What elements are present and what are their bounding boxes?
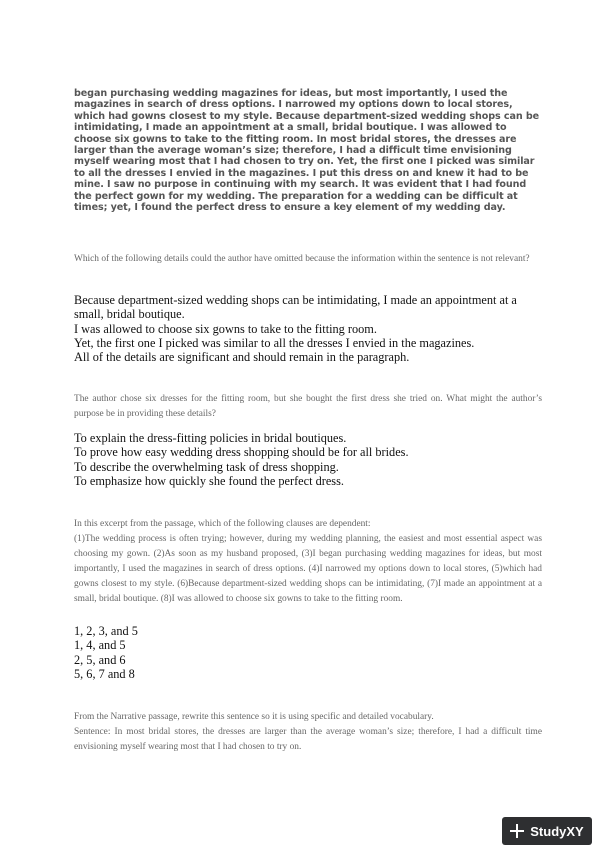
question-1-options (74, 293, 544, 364)
studyxy-logo (502, 817, 592, 845)
answer-option[interactable]: To prove how easy wedding dress shopping should be for all brides. (74, 445, 409, 460)
answer-option[interactable]: 5, 6, 7 and 8 (74, 666, 135, 681)
answer-option[interactable]: To emphasize how quickly she found the perfect dress. (74, 473, 344, 488)
answer-option[interactable]: All of the details are significant and should remain in the paragraph. (74, 350, 410, 365)
question-prompt: Which of the following details could the author have omitted because the information within the sentence is not relevant? (74, 254, 530, 264)
question-1-prompt (74, 252, 542, 267)
answer-option[interactable]: To explain the dress-fitting policies in bridal boutiques. (74, 431, 347, 445)
question-prompt: The author chose six dresses for the fitting room, but she bought the first dress she tried on. What might the author’s purpose be in providing these details? (74, 394, 542, 419)
answer-option[interactable]: 1, 4, and 5 (74, 638, 126, 653)
answer-option[interactable]: To describe the overwhelming task of dress shopping. (74, 459, 339, 474)
passage-text: began purchasing wedding magazines for ideas, but most importantly, I used the magazines in search of dress options. I narrowed my options down to local stores, which had gowns closest to my style. Because department-sized wedding shops can be intimidating, I made an appointment at a small, bridal boutique. I was allowed to choose six gowns to take to the fitting room. In most bridal stores, the dresses are larger than the average woman’s size; therefore, I had a difficult time envisioning myself wearing most that I had chosen to try on. Yet, the first one I picked was similar to all the dresses I envied in the magazines. I put this dress on and knew it had to be mine. I saw no purpose in continuing with my search. It was evident that I had found the perfect gown for my wedding. The preparation for a wedding can be difficult at times; yet, I found the perfect dress to ensure a key element of my wedding day. (74, 88, 539, 214)
question-3-options (74, 624, 544, 681)
plus-icon (510, 824, 524, 838)
question-4-prompt (74, 710, 542, 755)
question-3-prompt (74, 517, 542, 607)
answer-option[interactable]: Yet, the first one I picked was similar to all the dresses I envied in the magazines. (74, 335, 475, 350)
question-2-prompt (74, 392, 542, 422)
question-sentence: Sentence: In most bridal stores, the dresses are larger than the average woman’s size; therefore, I had a difficult time envisioning myself wearing most that I had chosen to try on. (74, 727, 542, 752)
answer-option[interactable]: 1, 2, 3, and 5 (74, 624, 138, 638)
answer-option[interactable]: Because department-sized wedding shops can be intimidating, I made an appointment at a small, bridal boutique. (74, 293, 517, 322)
question-excerpt: (1)The wedding process is often trying; however, during my wedding planning, the easiest and most essential aspect was choosing my gown. (2)As soon as my husband proposed, (3)I began purchasing wedding magazines for ideas, but most importantly, I used the magazines in search of dress options. (4)I narrowed my options down to local stores, (5)which had gowns closest to my style. (6)Because department-sized wedding shops can be intimidating, (7)I made an appointment at a small, bridal boutique. (8)I was allowed to choose six gowns to take to the fitting room. (74, 534, 542, 604)
answer-option[interactable]: 2, 5, and 6 (74, 652, 126, 667)
passage-excerpt (74, 88, 542, 213)
question-prompt: In this excerpt from the passage, which of the following clauses are dependent: (74, 519, 371, 529)
question-2-options (74, 431, 544, 488)
answer-option[interactable]: I was allowed to choose six gowns to take to the fitting room. (74, 321, 377, 336)
question-prompt: From the Narrative passage, rewrite this sentence so it is using specific and detailed vocabulary. (74, 712, 434, 722)
logo-text: StudyXY (530, 823, 584, 839)
